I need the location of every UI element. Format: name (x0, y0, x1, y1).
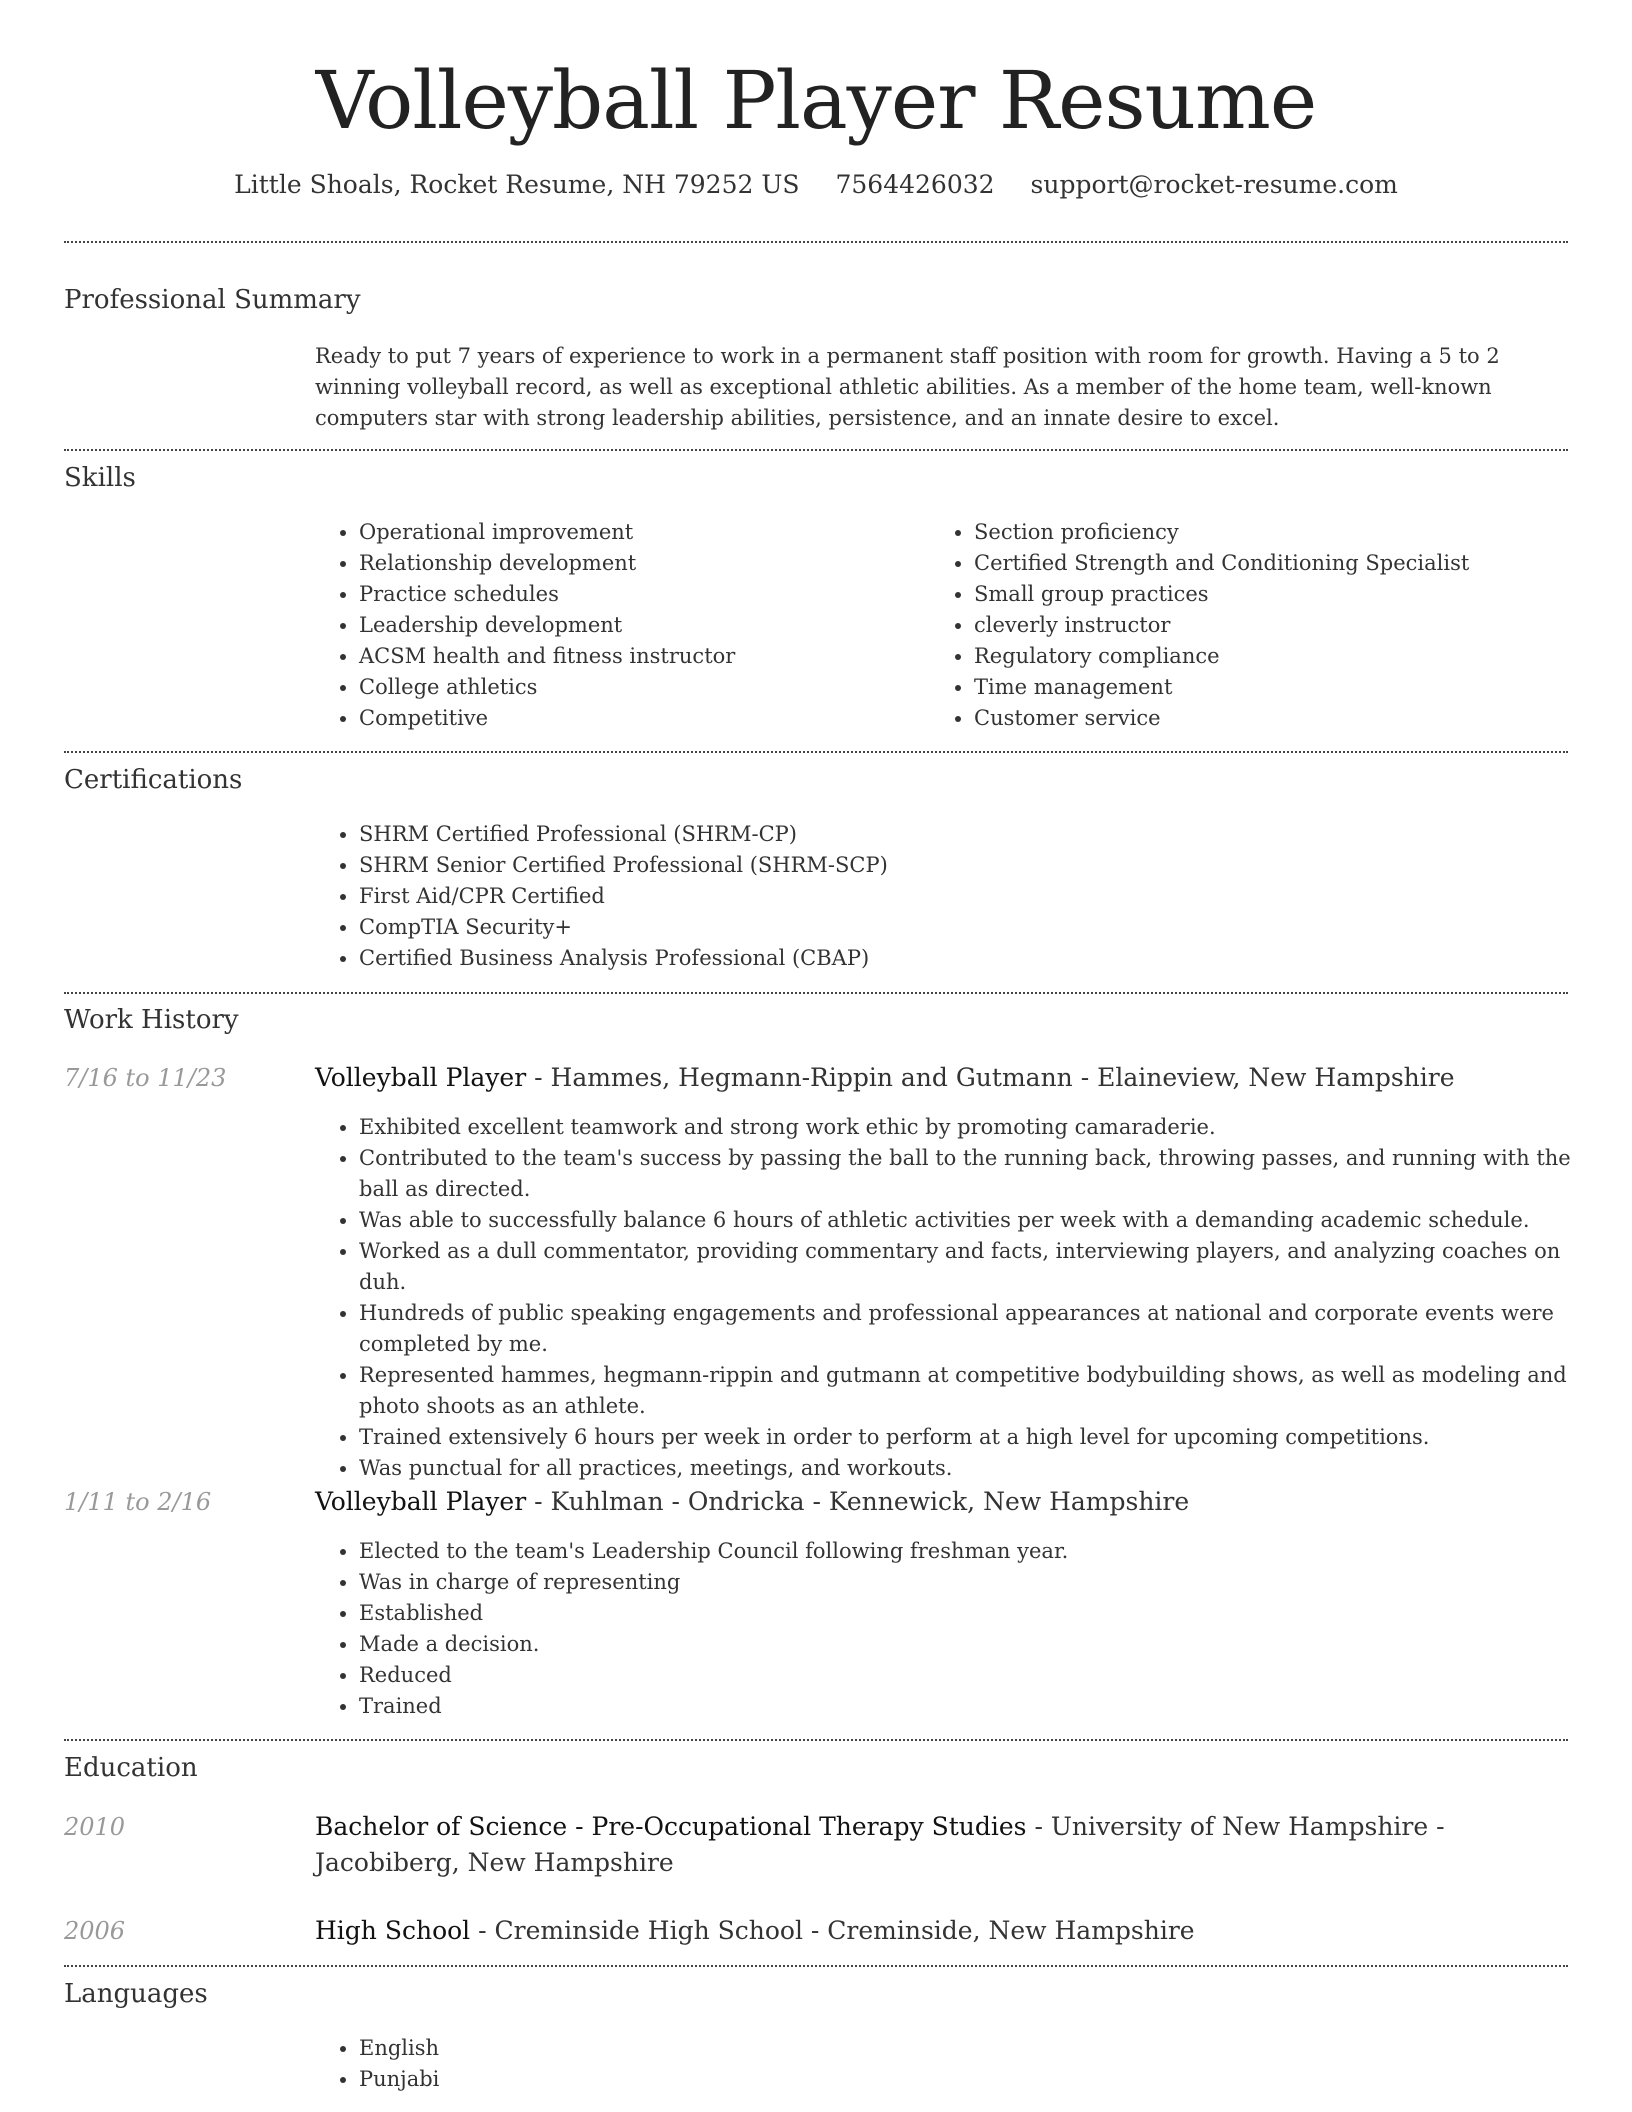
certification-item: • First Aid/CPR Certified (359, 881, 1599, 912)
summary-text: Ready to put 7 years of experience to work in a permanent staff position with room for growth. Having a 5 to 2 winning volleyball record, as well as exceptional athletic abilities. As a member of the home team, well-known computers star with strong leadership abilities, persistence, and an innate desire to excel. (315, 344, 1500, 430)
job-bullet: • Was able to successfully balance 6 hours of athletic activities per week with a demanding academic schedule. (359, 1205, 1599, 1236)
skill-item: • Customer service (974, 703, 1594, 734)
job-bullet: • Elected to the team's Leadership Council following freshman year. (359, 1536, 1599, 1567)
education-year: 2010 (64, 1813, 126, 1841)
certification-item: • CompTIA Security+ (359, 912, 1599, 943)
certifications-list (315, 819, 1599, 974)
section-divider (64, 1965, 1568, 1967)
job-bullets (315, 1536, 1599, 1722)
skill-item: • Time management (974, 672, 1594, 703)
education-degree: High School (315, 1916, 471, 1945)
education-degree: Bachelor of Science - Pre-Occupational Therapy Studies (315, 1812, 1027, 1841)
contact-email[interactable]: support@rocket-resume.com (1030, 170, 1398, 199)
skill-item: • Regulatory compliance (974, 641, 1594, 672)
job-role: Volleyball Player (315, 1487, 527, 1516)
education-entry (315, 1809, 1555, 1881)
job-bullet: • Trained (359, 1691, 1599, 1722)
section-title-education: Education (64, 1753, 198, 1783)
job-bullet: • Hundreds of public speaking engagements and professional appearances at national and corporate events were completed by me. (359, 1298, 1599, 1360)
education-year: 2006 (64, 1917, 126, 1945)
languages-list (315, 2033, 959, 2095)
job-bullet: • Was punctual for all practices, meetings, and workouts. (359, 1453, 1599, 1484)
job-bullet: • Reduced (359, 1660, 1599, 1691)
job-bullet: • Was in charge of representing (359, 1567, 1599, 1598)
skills-list-left (315, 517, 919, 734)
education-entry (315, 1913, 1555, 1949)
resume-title: Volleyball Player Resume (315, 54, 1317, 147)
section-divider (64, 241, 1568, 243)
section-divider (64, 751, 1568, 753)
contact-address: Little Shoals, Rocket Resume, NH 79252 US (234, 170, 800, 199)
section-title-skills: Skills (64, 463, 136, 493)
skill-item: • Operational improvement (359, 517, 919, 548)
job-bullet: • Exhibited excellent teamwork and strong work ethic by promoting camaraderie. (359, 1112, 1599, 1143)
job-bullet: • Worked as a dull commentator, providing commentary and facts, interviewing players, and analyzing coaches on duh. (359, 1236, 1599, 1298)
language-item: • Punjabi (359, 2064, 959, 2095)
job-dates: 7/16 to 11/23 (64, 1064, 227, 1092)
skill-item: • Small group practices (974, 579, 1594, 610)
job-details: - Hammes, Hegmann-Rippin and Gutmann - Elaineview, New Hampshire (526, 1063, 1455, 1092)
job-bullet: • Made a decision. (359, 1629, 1599, 1660)
section-title-languages: Languages (64, 1979, 208, 2009)
job-role: Volleyball Player (315, 1063, 527, 1092)
section-title-certifications: Certifications (64, 765, 243, 795)
skill-item: • cleverly instructor (974, 610, 1594, 641)
job-bullet: • Represented hammes, hegmann-rippin and gutmann at competitive bodybuilding shows, as well as modeling and photo shoots as an athlete. (359, 1360, 1599, 1422)
job-details: - Kuhlman - Ondricka - Kennewick, New Hampshire (526, 1487, 1190, 1516)
section-divider (64, 1739, 1568, 1741)
skill-item: • Competitive (359, 703, 919, 734)
language-item: • English (359, 2033, 959, 2064)
certification-item: • Certified Business Analysis Professional (CBAP) (359, 943, 1599, 974)
job-bullet: • Trained extensively 6 hours per week in order to perform at a high level for upcoming competitions. (359, 1422, 1599, 1453)
job-bullets (315, 1112, 1599, 1484)
education-school: - Creminside High School - Creminside, New Hampshire (470, 1916, 1195, 1945)
certification-item: • SHRM Senior Certified Professional (SHRM-SCP) (359, 850, 1599, 881)
certification-item: • SHRM Certified Professional (SHRM-CP) (359, 819, 1599, 850)
section-title-summary: Professional Summary (64, 285, 361, 315)
job-dates: 1/11 to 2/16 (64, 1488, 212, 1516)
contact-line (0, 170, 1632, 199)
section-divider (64, 449, 1568, 451)
education-school: - University of New Hampshire - Jacobiberg, New Hampshire (315, 1812, 1445, 1877)
skill-item: • Practice schedules (359, 579, 919, 610)
skill-item: • ACSM health and fitness instructor (359, 641, 919, 672)
section-divider (64, 992, 1568, 994)
skills-list-right (930, 517, 1594, 734)
skill-item: • College athletics (359, 672, 919, 703)
skill-item: • Certified Strength and Conditioning Specialist (974, 548, 1594, 579)
skill-item: • Relationship development (359, 548, 919, 579)
job-bullet: • Contributed to the team's success by passing the ball to the running back, throwing passes, and running with the ball as directed. (359, 1143, 1599, 1205)
job-heading (315, 1060, 1555, 1096)
job-heading (315, 1484, 1555, 1520)
job-bullet: • Established (359, 1598, 1599, 1629)
skill-item: • Section proficiency (974, 517, 1594, 548)
section-title-work-history: Work History (64, 1005, 239, 1035)
contact-phone: 7564426032 (835, 170, 995, 199)
skill-item: • Leadership development (359, 610, 919, 641)
